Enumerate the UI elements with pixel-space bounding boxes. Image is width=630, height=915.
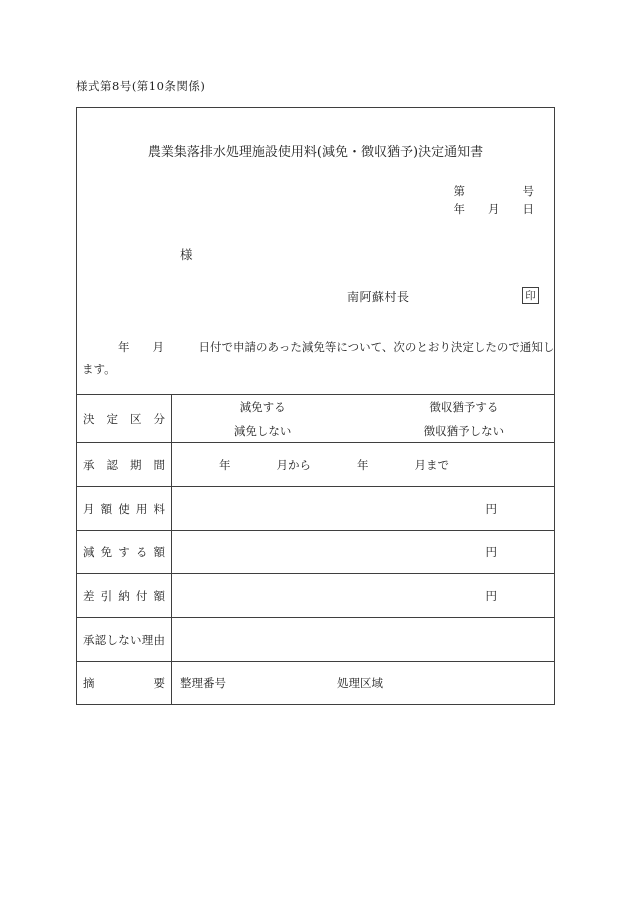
table-row-decision [77, 394, 554, 442]
yen-unit-label: 円 [485, 545, 497, 559]
decision-option-line1 [240, 395, 499, 419]
decision-option-line2 [234, 419, 504, 443]
notice-body [82, 336, 555, 380]
decision-table [77, 394, 554, 704]
addressee-honorific: 様 [180, 247, 193, 262]
issuer-name: 南阿蘇村長 [347, 290, 410, 304]
option-reduce-yes: 減免する [239, 399, 286, 414]
table-row-reason-not-approved [77, 617, 554, 661]
reason-not-approved-cell [172, 618, 554, 661]
reduction-amount-cell [172, 531, 554, 573]
notice-body-line1: 年 月 日付で申請のあった減免等について、次のとおり決定したので通知し [118, 340, 555, 354]
seal-label: 印 [525, 290, 536, 302]
table-row-approval-period [77, 442, 554, 486]
option-defer-yes: 徴収猶予する [429, 399, 499, 414]
yen-unit-label: 円 [485, 588, 497, 603]
table-row-reduction-amount [77, 530, 554, 573]
notice-border-box [76, 107, 555, 705]
reference-number-line: 第 号 [453, 184, 534, 198]
table-row-remarks [77, 661, 554, 704]
table-row-monthly-fee [77, 486, 554, 530]
row-label-remarks: 摘要 [77, 662, 172, 704]
row-label-reduction-amount: 減免する額 [77, 531, 172, 573]
table-row-balance-due [77, 573, 554, 617]
yen-unit-label: 円 [485, 501, 497, 516]
decision-options-cell [172, 395, 554, 442]
notice-body-line2: ます。 [82, 362, 116, 376]
remarks-cell [172, 662, 554, 704]
monthly-fee-cell [172, 487, 554, 530]
balance-due-cell [172, 574, 554, 617]
row-label-decision: 決定区分 [77, 395, 172, 442]
reference-no-field-label: 整理番号 [180, 676, 226, 690]
option-reduce-no: 減免しない [233, 423, 292, 438]
document-title: 農業集落排水処理施設使用料(減免・徴収猶予)決定通知書 [147, 145, 484, 160]
row-label-approval-period: 承認期間 [77, 443, 172, 486]
row-label-balance-due: 差引納付額 [77, 574, 172, 617]
form-number-label: 様式第8号(第10条関係) [76, 79, 206, 93]
treatment-area-field-label: 処理区域 [337, 676, 383, 690]
row-label-monthly-fee: 月額使用料 [77, 487, 172, 530]
approval-period-cell: 年 月から 年 月まで [219, 457, 449, 472]
reference-block [454, 182, 535, 218]
row-label-reason-not-approved: 承認しない理由 [77, 618, 172, 661]
issue-date-line: 年 月 日 [453, 202, 534, 216]
seal-stamp-box [522, 287, 539, 304]
option-defer-no: 徴収猶予しない [423, 423, 505, 438]
